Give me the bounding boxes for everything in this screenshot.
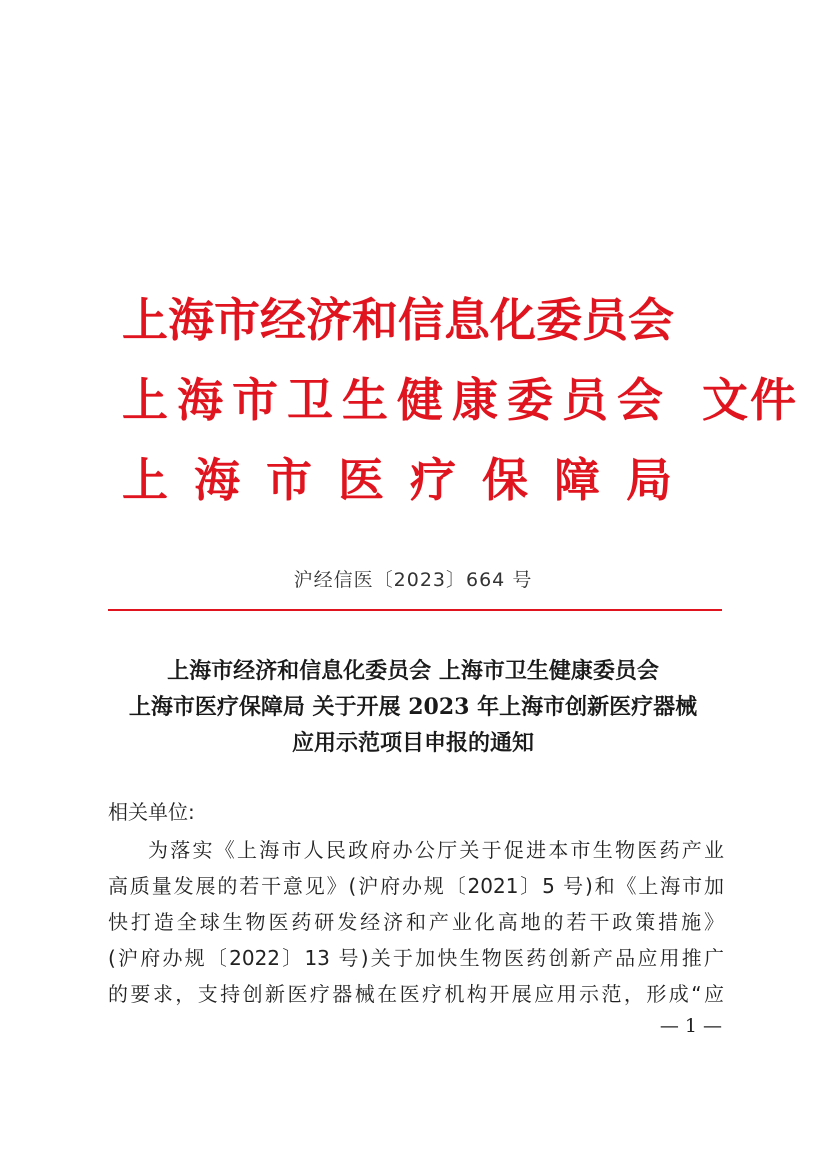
body-line: 快打造全球生物医药研发经济和产业化高地的若干政策措施》 (108, 910, 724, 934)
body-line: 高质量发展的若干意见》(沪府办规〔2021〕5 号)和《上海市加 (108, 874, 724, 898)
title-line-3: 应用示范项目申报的通知 (291, 730, 534, 756)
body-line: 的要求，支持创新医疗器械在医疗机构开展应用示范，形成“应 (108, 982, 724, 1006)
letterhead-suffix-document: 文件 (702, 373, 798, 427)
title-line-2: 上海市医疗保障局 关于开展 2023 年上海市创新医疗器械 (128, 694, 698, 720)
letterhead-org-medical-security: 上海市医疗保障局 (122, 453, 698, 507)
letterhead-line-2 (122, 360, 798, 440)
body-line: (沪府办规〔2022〕13 号)关于加快生物医药创新产品应用推广 (108, 946, 724, 970)
letterhead-line-1 (122, 280, 742, 360)
document-title (80, 653, 746, 761)
letterhead-line-3 (122, 440, 742, 520)
letterhead-org-health: 上海市卫生健康委员会 (122, 373, 672, 427)
document-number: 沪经信医〔2023〕664 号 (293, 569, 533, 591)
salutation: 相关单位: (108, 800, 195, 824)
body-line: 为落实《上海市人民政府办公厅关于促进本市生物医药产业 (148, 838, 724, 862)
letterhead-org-economy: 上海市经济和信息化委员会 (122, 293, 674, 347)
page-number: — 1 — (659, 1015, 722, 1037)
title-line-1: 上海市经济和信息化委员会 上海市卫生健康委员会 (167, 658, 659, 684)
letterhead (122, 280, 798, 520)
red-divider (108, 609, 722, 611)
body-paragraph (108, 832, 724, 1012)
